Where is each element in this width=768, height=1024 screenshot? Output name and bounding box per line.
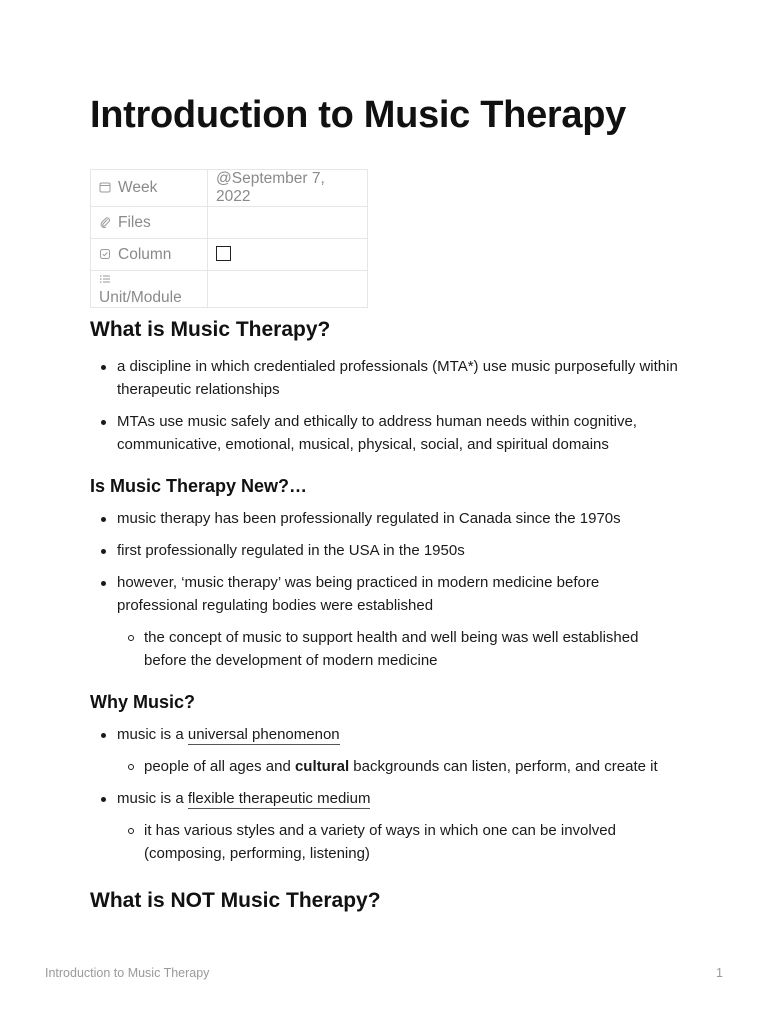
checkbox-icon xyxy=(99,248,111,260)
underlined-term: universal phenomenon xyxy=(187,726,340,743)
list-item: however, ‘music therapy’ was being practiced in modern medicine before professional regulating bodies were established xyxy=(90,571,680,617)
property-value[interactable]: @September 7, 2022 xyxy=(208,170,368,207)
property-row-column[interactable] xyxy=(91,239,368,271)
property-row-unit-module[interactable] xyxy=(91,271,368,308)
section-heading-new: Is Music Therapy New?… xyxy=(90,476,308,496)
section-heading-not: What is NOT Music Therapy? xyxy=(90,889,381,912)
properties-table xyxy=(90,169,368,308)
property-value xyxy=(208,239,368,271)
bullet-list xyxy=(90,507,680,672)
sub-list-item: the concept of music to support health and well being was well established before the development of modern medicine xyxy=(90,626,680,672)
section-heading-why: Why Music? xyxy=(90,692,196,712)
property-key-label: Week xyxy=(118,179,158,196)
list-icon xyxy=(99,273,111,285)
property-row-week[interactable] xyxy=(91,170,368,207)
bold-term: cultural xyxy=(294,758,350,775)
list-item: a discipline in which credentialed professionals (MTA*) use music purposefully within therapeutic relationships xyxy=(90,355,680,401)
bullet-list xyxy=(90,723,680,865)
property-key xyxy=(91,239,208,271)
calendar-icon xyxy=(99,181,111,193)
property-key xyxy=(91,170,208,207)
property-row-files[interactable] xyxy=(91,207,368,239)
property-value[interactable] xyxy=(208,207,368,239)
column-checkbox[interactable] xyxy=(216,246,231,261)
item-text: music is a xyxy=(117,790,188,807)
property-key-label: Column xyxy=(118,245,172,263)
paperclip-icon xyxy=(99,216,111,228)
footer-title: Introduction to Music Therapy xyxy=(45,966,210,980)
property-key xyxy=(91,271,208,308)
list-item xyxy=(90,787,680,810)
list-item xyxy=(90,723,680,746)
list-item: MTAs use music safely and ethically to address human needs within cognitive, communicative, emotional, musical, physical, social, and spiritual domains xyxy=(90,410,680,456)
page-title: Introduction to Music Therapy xyxy=(90,94,626,136)
section-heading-what: What is Music Therapy? xyxy=(90,318,331,341)
item-text: backgrounds can listen, perform, and create it xyxy=(349,758,658,775)
list-item: music therapy has been professionally regulated in Canada since the 1970s xyxy=(90,507,680,530)
list-item: first professionally regulated in the USA in the 1950s xyxy=(90,539,680,562)
property-key xyxy=(91,207,208,239)
item-text: people of all ages and xyxy=(144,758,295,775)
page-content xyxy=(90,318,680,913)
sub-list-item: it has various styles and a variety of ways in which one can be involved (composing, performing, listening) xyxy=(90,819,680,865)
property-value[interactable] xyxy=(208,271,368,308)
bullet-list xyxy=(90,355,680,456)
item-text: music is a xyxy=(117,726,188,743)
property-key-label: Unit/Module xyxy=(99,289,182,306)
property-key-label: Files xyxy=(118,213,151,231)
underlined-term: flexible therapeutic medium xyxy=(187,790,371,807)
page-number: 1 xyxy=(716,966,723,980)
sub-list-item xyxy=(90,755,680,778)
page-footer xyxy=(45,966,723,980)
